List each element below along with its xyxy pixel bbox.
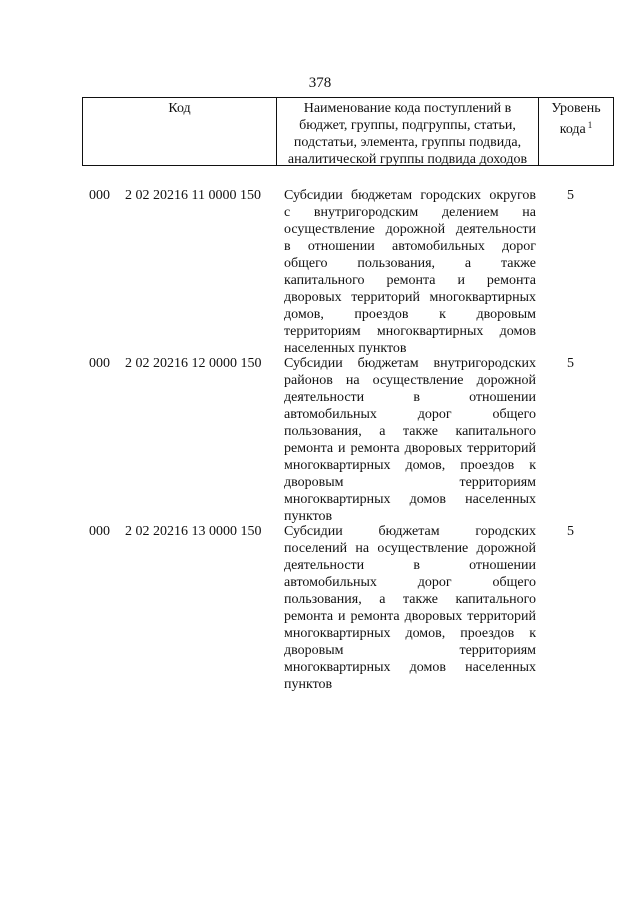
row-name-line: ремонта и ремонта дворовых территорий: [284, 609, 536, 624]
table-header: [82, 97, 614, 166]
header-code-cell: [83, 98, 277, 165]
row-name-line: пользования, а также капитального: [284, 592, 536, 607]
header-code-label: Код: [168, 101, 191, 116]
row-name-line: пользования, а также капитального: [284, 424, 536, 439]
row-code-prefix: 000: [89, 524, 110, 539]
row-name-line: многоквартирных домов, проездов к: [284, 458, 536, 473]
row-name-line: Субсидии бюджетам внутригородских: [284, 356, 536, 371]
row-name-line: поселений на осуществление дорожной: [284, 541, 536, 556]
row-name-line: дворовым территориям: [284, 643, 536, 658]
row-name-line: деятельности в отношении: [284, 558, 536, 573]
row-level: 5: [567, 356, 574, 371]
row-level: 5: [567, 524, 574, 539]
row-name-line: дворовым территориям: [284, 475, 536, 490]
header-level-line2: [539, 117, 613, 138]
row-name-line: многоквартирных домов населенных: [284, 660, 536, 675]
header-level-cell: [539, 98, 613, 165]
row-name-line: многоквартирных домов населенных: [284, 492, 536, 507]
row-code-prefix: 000: [89, 188, 110, 203]
row-name: [284, 187, 536, 357]
header-name-line: подстатьи, элемента, группы подвида,: [293, 135, 522, 150]
header-level-label: кода: [559, 122, 586, 137]
row-name-line: Субсидии бюджетам городских округов: [284, 188, 536, 203]
row-name: [284, 523, 536, 693]
footnote-marker: 1: [587, 120, 593, 130]
header-name-cell: [277, 98, 539, 165]
row-name-line: деятельности в отношении: [284, 390, 536, 405]
row-name-line: пунктов: [284, 509, 333, 524]
row-code: 2 02 20216 11 0000 150: [125, 188, 261, 203]
row-name-line: многоквартирных домов, проездов к: [284, 626, 536, 641]
row-name-line: дворовых территорий многоквартирных: [284, 290, 536, 305]
header-name-line: Наименование кода поступлений в: [303, 101, 512, 116]
row-name-line: населенных пунктов: [284, 341, 407, 356]
row-name: [284, 355, 536, 525]
row-code: 2 02 20216 13 0000 150: [125, 524, 262, 539]
row-name-line: Субсидии бюджетам городских: [284, 524, 536, 539]
header-name-line: бюджет, группы, подгруппы, статьи,: [299, 118, 516, 133]
row-name-line: капитального ремонта и ремонта: [284, 273, 536, 288]
row-name-line: территориям многоквартирных домов: [284, 324, 536, 339]
row-name-line: автомобильных дорог общего: [284, 575, 536, 590]
row-name-line: домов, проездов к дворовым: [284, 307, 536, 322]
row-code: 2 02 20216 12 0000 150: [125, 356, 262, 371]
header-name-line: аналитической группы подвида доходов: [287, 152, 528, 167]
header-level-line1: Уровень: [551, 101, 601, 116]
row-name-line: пунктов: [284, 677, 333, 692]
row-code-prefix: 000: [89, 356, 110, 371]
page-number: 378: [308, 75, 332, 91]
row-name-line: с внутригородским делением на: [284, 205, 536, 220]
row-name-line: районов на осуществление дорожной: [284, 373, 536, 388]
row-name-line: в отношении автомобильных дорог: [284, 239, 536, 254]
row-level: 5: [567, 188, 574, 203]
row-name-line: ремонта и ремонта дворовых территорий: [284, 441, 536, 456]
row-name-line: осуществление дорожной деятельности: [284, 222, 536, 237]
row-name-line: общего пользования, а также: [284, 256, 536, 271]
row-name-line: автомобильных дорог общего: [284, 407, 536, 422]
